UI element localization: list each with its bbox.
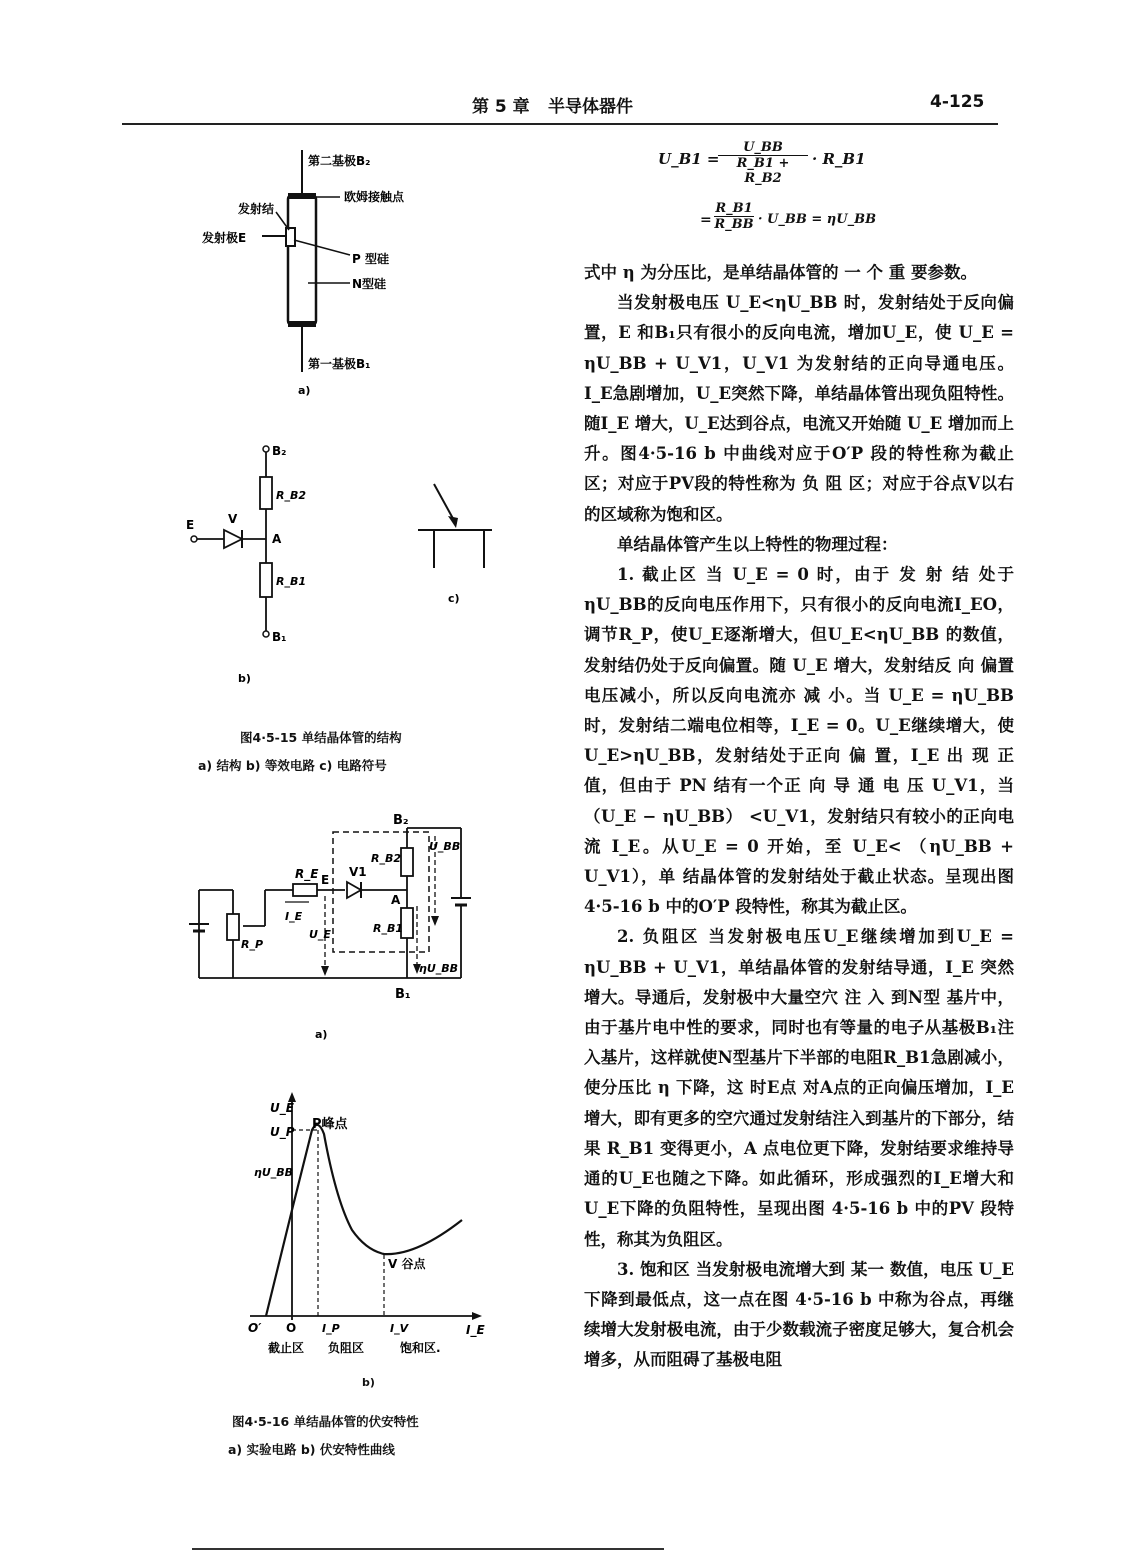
equation-numerator: U_BB — [718, 140, 808, 156]
equation-line1 — [658, 150, 720, 168]
o-prime-label: O′ — [248, 1321, 262, 1335]
b2-terminal — [263, 446, 269, 452]
a-label: A — [272, 532, 282, 546]
b1-label: B₁ — [395, 987, 411, 1002]
rp-potentiometer — [227, 914, 239, 940]
b2-label: B₂ — [393, 813, 409, 828]
b1-label: B₁ — [272, 630, 287, 644]
fig16-subcaption: a) 实验电路 b) 伏安特性曲线 — [228, 1442, 395, 1457]
fig15b-sublabel: b) — [238, 672, 251, 685]
fig16a-experiment-circuit — [185, 810, 485, 1050]
p-region — [286, 228, 295, 246]
nubb-label: ηU_BB — [419, 962, 459, 975]
rb1-label: R_B1 — [373, 922, 404, 935]
re-label: R_E — [295, 867, 319, 881]
fig15c-symbol — [410, 478, 510, 608]
b2-label: 第二基极B₂ — [308, 154, 371, 168]
p-si-label: P 型硅 — [352, 252, 389, 266]
ip-label: I_P — [322, 1322, 340, 1335]
footer-rule — [192, 1548, 664, 1550]
paragraph: 1. 截止区 当 U_E = 0 时，由于 发 射 结 处于 ηU_BB的反向电压作用下，只有很小的反向电流I_EO，调节R_P，使U_E逐渐增大，但U_E<ηU_BB 的数值，发射结仍处于反向偏置。随 U_E 增大，发射结反 向 偏置电压减小，所以反向电流亦 减 小。当 U_E = ηU_BB 时，发射结二端电位相等，I_E = 0。U_E继续增大，使 U_E>ηU_BB，发射结处于正向 偏 置，I_E 出 现 正值，但由于 PN 结有一个正 向 导 通 电 压 U_V1，当 （U_E − ηU_BB） <U_V1，发射结只有较小的正向电流 I_E。从U_E = 0 开始，至 U_E< （ηU_BB + U_V1），单 结晶体管的发射结处于截止状态。呈现出图4·5-16 b 中的O′P 段特性，称其为截止区。 — [584, 565, 1014, 917]
equation-line2-denominator: R_BB — [714, 217, 754, 232]
fig16-caption: 图4·5-16 单结晶体管的伏安特性 — [232, 1414, 419, 1429]
ubb-label: U_BB — [429, 840, 461, 853]
chapter-title: 半导体器件 — [548, 97, 633, 117]
re-resistor — [293, 884, 317, 896]
junction-label: 发射结 — [238, 202, 275, 216]
ie-axis-label: I_E — [466, 1323, 485, 1337]
b1-label: 第一基极B₁ — [308, 357, 371, 371]
emitter-arrow-icon — [448, 516, 458, 528]
fig15b-equivalent-circuit — [180, 435, 340, 695]
emitter-label: 发射极E — [202, 231, 247, 245]
equation-denominator: R_B1 + R_B2 — [736, 156, 790, 186]
equation-fraction-2 — [714, 201, 754, 232]
n-silicon-bar — [288, 195, 316, 325]
paragraph: 2. 负阻区 当发射极电压U_E继续增加到U_E = ηU_BB + U_V1，单结晶体管的发射结导通，I_E 突然增大。导通后，发射极中大量空穴 注 入 到N型 基片中，由于基片电中性的要求，同时也有等量的电子从基极B₁注入基片，这样就使N型基片下半部的电阻R_B1急剧减小，使分压比 η 下降，这 时E点 对A点的正向偏压增加，I_E增大，即有更多的空穴通过发射结注入到基片的下部分，结果 R_B1 变得更小，A 点电位更下降，发射结要求维持导通的U_E也随之下降。如此循环，形成强烈的I_E增大和U_E下降的负阻特性，呈现出图 4·5-16 b 中的PV 段特 性，称其为负阻区。 — [584, 927, 1014, 1249]
b2-label: B₂ — [272, 444, 287, 458]
chapter-label: 第 5 章 — [472, 97, 530, 117]
peak-label: P峰点 — [312, 1117, 348, 1132]
o-label: O — [286, 1321, 297, 1335]
x-axis-arrow-icon — [472, 1312, 482, 1320]
paragraph: 式中 η 为分压比，是单结晶体管的 一 个 重 要参数。 — [584, 263, 977, 282]
equation-fraction — [718, 140, 808, 186]
ue-label: U_E — [309, 928, 331, 941]
rb2-label: R_B2 — [371, 852, 402, 865]
rb2-label: R_B2 — [276, 489, 307, 502]
fig15a-structure — [190, 140, 490, 400]
paragraph: 当发射极电压 U_E<ηU_BB 时，发射结处于反向偏置，E 和B₁只有很小的反向电流，增加U_E，使 U_E = ηU_BB + U_V1，U_V1 为发射结的正向导通电压。I_E急剧增加，U_E突然下降，单结晶体管出现负阻特性。随I_E 增大，U_E达到谷点，电流又开始随 U_E 增加而上升。图4·5-16 b 中曲线对应于O′P 段的特性称为截止区；对应于PV段的特性称为 负 阻 区；对应于谷点V以右的区域称为饱和区。 — [584, 293, 1014, 524]
header-rule — [122, 123, 998, 125]
equation-lhs: U_B1 = — [658, 150, 720, 168]
v-label: V — [228, 512, 238, 526]
fig15-subcaption: a) 结构 b) 等效电路 c) 电路符号 — [198, 758, 387, 773]
v1-label: V1 — [349, 865, 367, 879]
fig15-caption: 图4·5-15 单结晶体管的结构 — [240, 730, 402, 745]
vi-curve — [266, 1125, 462, 1316]
ie-label: I_E — [285, 910, 303, 923]
e-label: E — [186, 518, 195, 532]
fig16b-vi-curve — [240, 1090, 500, 1370]
fig16b-sublabel: b) — [362, 1376, 375, 1389]
paragraph: 单结晶体管产生以上特性的物理过程： — [617, 534, 898, 554]
ubb-arrowhead-icon — [431, 916, 439, 926]
e-label: E — [321, 873, 330, 887]
rb1-label: R_B1 — [276, 575, 307, 588]
b1-terminal — [263, 631, 269, 637]
iv-label: I_V — [390, 1322, 409, 1335]
fig15a-sublabel: a) — [298, 384, 311, 397]
fig16a-sublabel: a) — [315, 1028, 328, 1041]
valley-label: V 谷点 — [388, 1257, 426, 1271]
equation-line2-rest: · U_BB = ηU_BB — [758, 212, 877, 227]
equation-times: · R_B1 — [812, 150, 866, 168]
n-si-label: N型硅 — [352, 277, 387, 291]
equation-line2-numerator: R_B1 — [715, 201, 753, 216]
up-label: U_P — [270, 1125, 295, 1139]
cutoff-region-label: 截止区 — [268, 1341, 305, 1355]
ue-arrowhead-icon — [321, 966, 329, 976]
ohmic-contact-top — [288, 193, 316, 199]
diode-v1-icon — [347, 882, 361, 898]
e-terminal — [191, 536, 197, 542]
ue-axis-label: U_E — [270, 1101, 294, 1115]
equation-eq-sign: = — [700, 212, 712, 228]
fig15c-sublabel: c) — [448, 592, 460, 605]
ohmic-contact-bottom — [288, 321, 316, 327]
a-label: A — [391, 893, 401, 907]
page-number: 4-125 — [930, 92, 985, 112]
rp-label: R_P — [241, 938, 264, 951]
body-text — [584, 258, 1014, 1376]
rb2-resistor — [401, 848, 413, 876]
diode-v-icon — [224, 530, 242, 548]
saturation-region-label: 饱和区. — [400, 1341, 441, 1355]
rb1-resistor — [260, 563, 272, 597]
rb2-resistor — [260, 477, 272, 509]
ohmic-label: 欧姆接触点 — [344, 190, 405, 204]
nubb-label: ηU_BB — [254, 1166, 294, 1179]
negative-resistance-label: 负阻区 — [328, 1341, 365, 1355]
paragraph: 3. 饱和区 当发射极电流增大到 某一 数值，电压 U_E 下降到最低点，这一点在图 4·5-16 b 中称为谷点，再继续增大发射极电流，由于少数载流子密度足够大，复合机会增多，从而阻碍了基极电阻 — [584, 1259, 1014, 1370]
